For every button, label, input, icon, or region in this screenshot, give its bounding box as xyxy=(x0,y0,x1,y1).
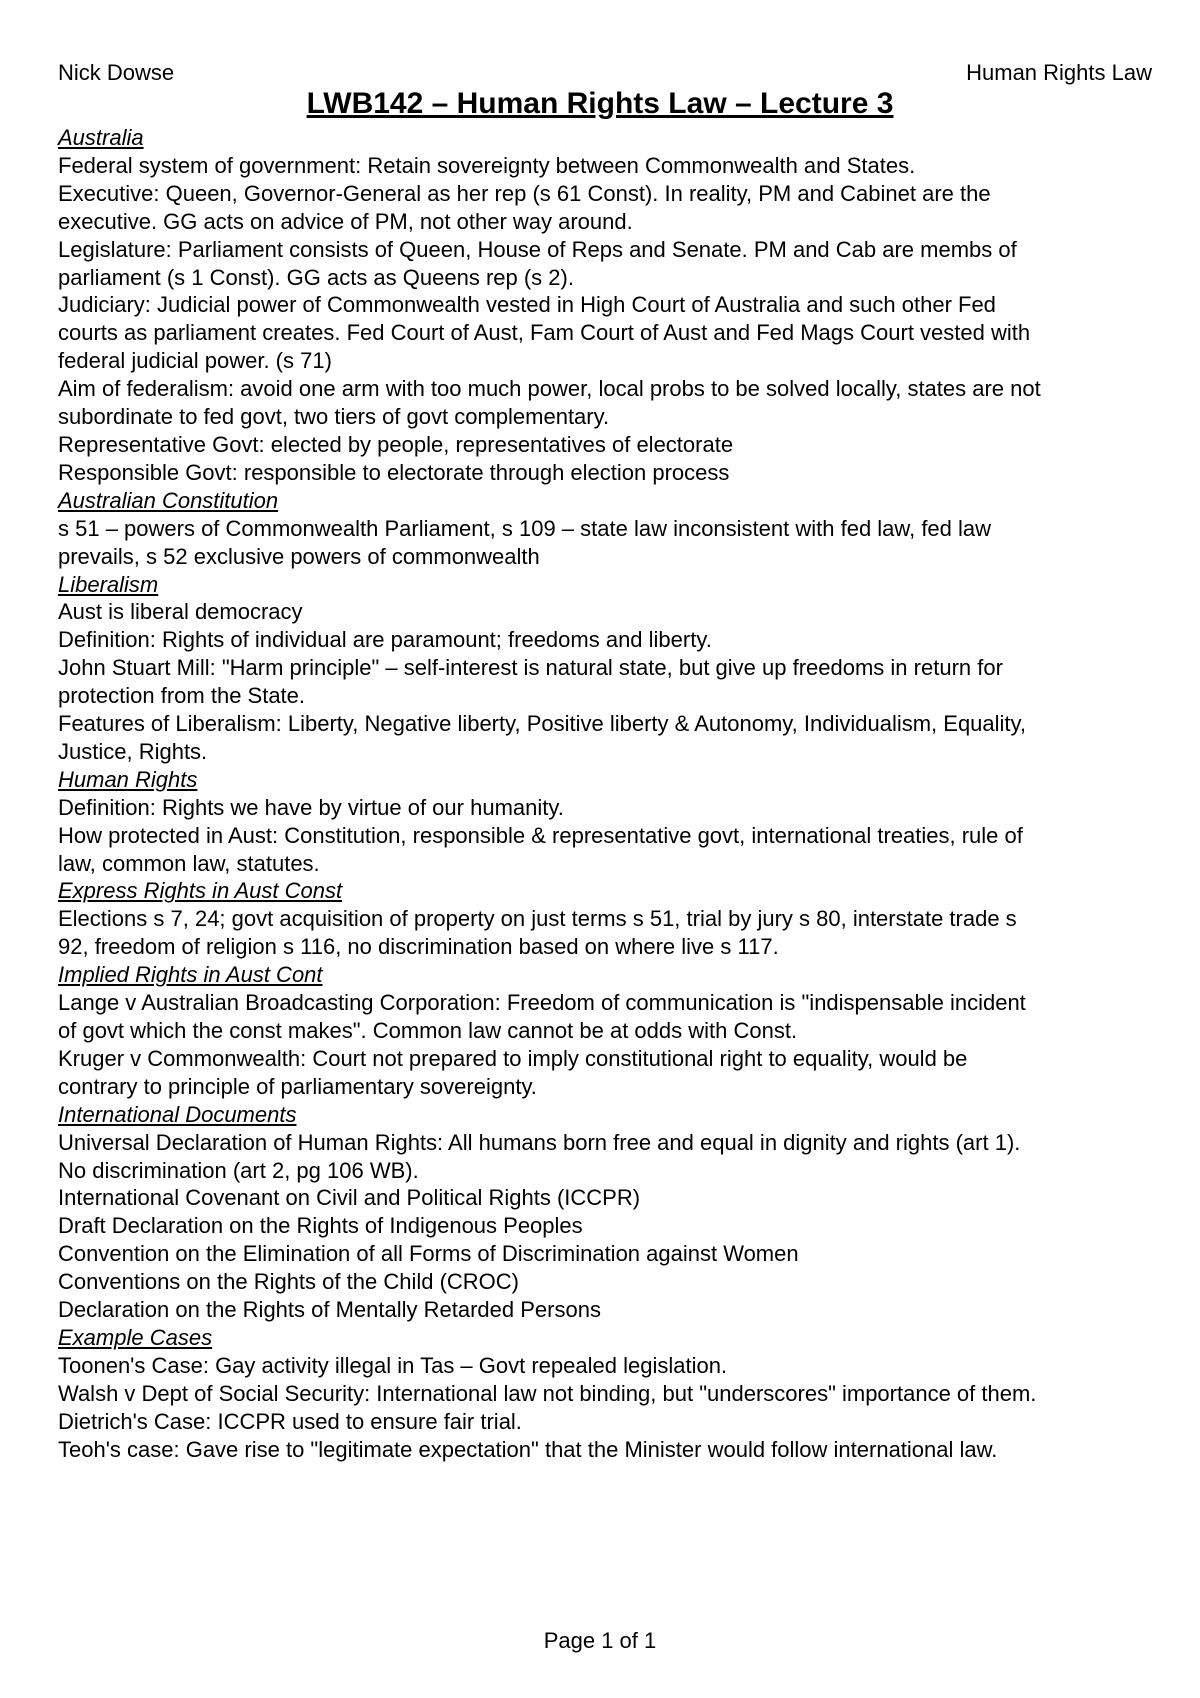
text-line: Toonen's Case: Gay activity illegal in Tas – Govt repealed legislation. xyxy=(58,1352,728,1378)
section-implied-rights xyxy=(58,961,1158,1101)
text-line: federal judicial power. (s 71) xyxy=(58,348,332,374)
text-line: Teoh's case: Gave rise to "legitimate expectation" that the Minister would follow international law. xyxy=(58,1436,998,1462)
text-line: Dietrich's Case: ICCPR used to ensure fair trial. xyxy=(58,1408,522,1434)
text-line: Conventions on the Rights of the Child (CROC) xyxy=(58,1269,519,1295)
text-line: Legislature: Parliament consists of Queen, House of Reps and Senate. PM and Cab are membs of xyxy=(58,236,1017,262)
text-line: Justice, Rights. xyxy=(58,738,208,764)
section-liberalism xyxy=(58,571,1158,766)
text-line: Judiciary: Judicial power of Commonwealth vested in High Court of Australia and such other Fed xyxy=(58,292,996,318)
document-body xyxy=(58,124,1158,1464)
section-express-rights xyxy=(58,877,1158,961)
text-line: law, common law, statutes. xyxy=(58,850,320,876)
section-heading: Example Cases xyxy=(58,1324,213,1350)
text-line: executive. GG acts on advice of PM, not other way around. xyxy=(58,208,633,234)
text-line: prevails, s 52 exclusive powers of commonwealth xyxy=(58,543,540,569)
text-line: John Stuart Mill: "Harm principle" – self-interest is natural state, but give up freedoms in return for xyxy=(58,655,1003,681)
text-line: Definition: Rights of individual are paramount; freedoms and liberty. xyxy=(58,627,712,653)
text-line: Features of Liberalism: Liberty, Negative liberty, Positive liberty & Autonomy, Individualism, Equality, xyxy=(58,711,1027,737)
text-line: subordinate to fed govt, two tiers of govt complementary. xyxy=(58,404,610,430)
text-line: protection from the State. xyxy=(58,683,306,709)
text-line: courts as parliament creates. Fed Court of Aust, Fam Court of Aust and Fed Mags Court vested with xyxy=(58,320,1031,346)
section-australian-constitution xyxy=(58,487,1158,571)
text-line: of govt which the const makes". Common law cannot be at odds with Const. xyxy=(58,1018,798,1043)
section-australia xyxy=(58,124,1158,487)
header-author: Nick Dowse xyxy=(58,60,175,85)
section-heading: Express Rights in Aust Const xyxy=(58,878,343,904)
section-heading: Liberalism xyxy=(58,571,159,597)
text-line: How protected in Aust: Constitution, responsible & representative govt, international treaties, rule of xyxy=(58,822,1023,848)
text-line: s 51 – powers of Commonwealth Parliament, s 109 – state law inconsistent with fed law, fed law xyxy=(58,515,992,541)
text-line: Convention on the Elimination of all Forms of Discrimination against Women xyxy=(58,1241,799,1267)
section-heading: International Documents xyxy=(58,1101,297,1127)
page-title: LWB142 – Human Rights Law – Lecture 3 xyxy=(306,87,894,120)
text-line: contrary to principle of parliamentary sovereignty. xyxy=(58,1073,537,1099)
text-line: Representative Govt: elected by people, representatives of electorate xyxy=(58,431,734,457)
header-subject: Human Rights Law xyxy=(966,60,1152,85)
text-line: Federal system of government: Retain sovereignty between Commonwealth and States. xyxy=(58,152,916,178)
section-international-documents xyxy=(58,1101,1158,1324)
text-line: International Covenant on Civil and Political Rights (ICCPR) xyxy=(58,1185,641,1211)
text-line: Lange v Australian Broadcasting Corporation: Freedom of communication is "indispensable incident xyxy=(58,990,1026,1016)
text-line: Aim of federalism: avoid one arm with too much power, local probs to be solved locally, states are not xyxy=(58,376,1041,402)
text-line: parliament (s 1 Const). GG acts as Queens rep (s 2). xyxy=(58,264,574,290)
text-line: Kruger v Commonwealth: Court not prepared to imply constitutional right to equality, would be xyxy=(58,1045,968,1071)
text-line: Declaration on the Rights of Mentally Retarded Persons xyxy=(58,1297,601,1323)
section-heading: Australia xyxy=(58,125,144,150)
text-line: Responsible Govt: responsible to electorate through election process xyxy=(58,459,730,485)
section-heading: Human Rights xyxy=(58,766,198,792)
text-line: Walsh v Dept of Social Security: International law not binding, but "underscores" importance of them. xyxy=(58,1380,1037,1406)
text-line: No discrimination (art 2, pg 106 WB). xyxy=(58,1157,419,1183)
text-line: Definition: Rights we have by virtue of our humanity. xyxy=(58,794,564,820)
section-example-cases xyxy=(58,1324,1158,1464)
text-line: Universal Declaration of Human Rights: All humans born free and equal in dignity and rights (art 1). xyxy=(58,1129,1021,1155)
text-line: Aust is liberal democracy xyxy=(58,599,303,625)
section-human-rights xyxy=(58,766,1158,878)
text-line: Elections s 7, 24; govt acquisition of property on just terms s 51, trial by jury s 80, interstate trade s xyxy=(58,906,1017,932)
section-heading: Implied Rights in Aust Cont xyxy=(58,962,323,988)
page-number: Page 1 of 1 xyxy=(543,1628,657,1653)
text-line: 92, freedom of religion s 116, no discrimination based on where live s 117. xyxy=(58,934,779,960)
text-line: Executive: Queen, Governor-General as her rep (s 61 Const). In reality, PM and Cabinet are the xyxy=(58,180,991,206)
section-heading: Australian Constitution xyxy=(58,487,279,513)
text-line: Draft Declaration on the Rights of Indigenous Peoples xyxy=(58,1213,583,1239)
